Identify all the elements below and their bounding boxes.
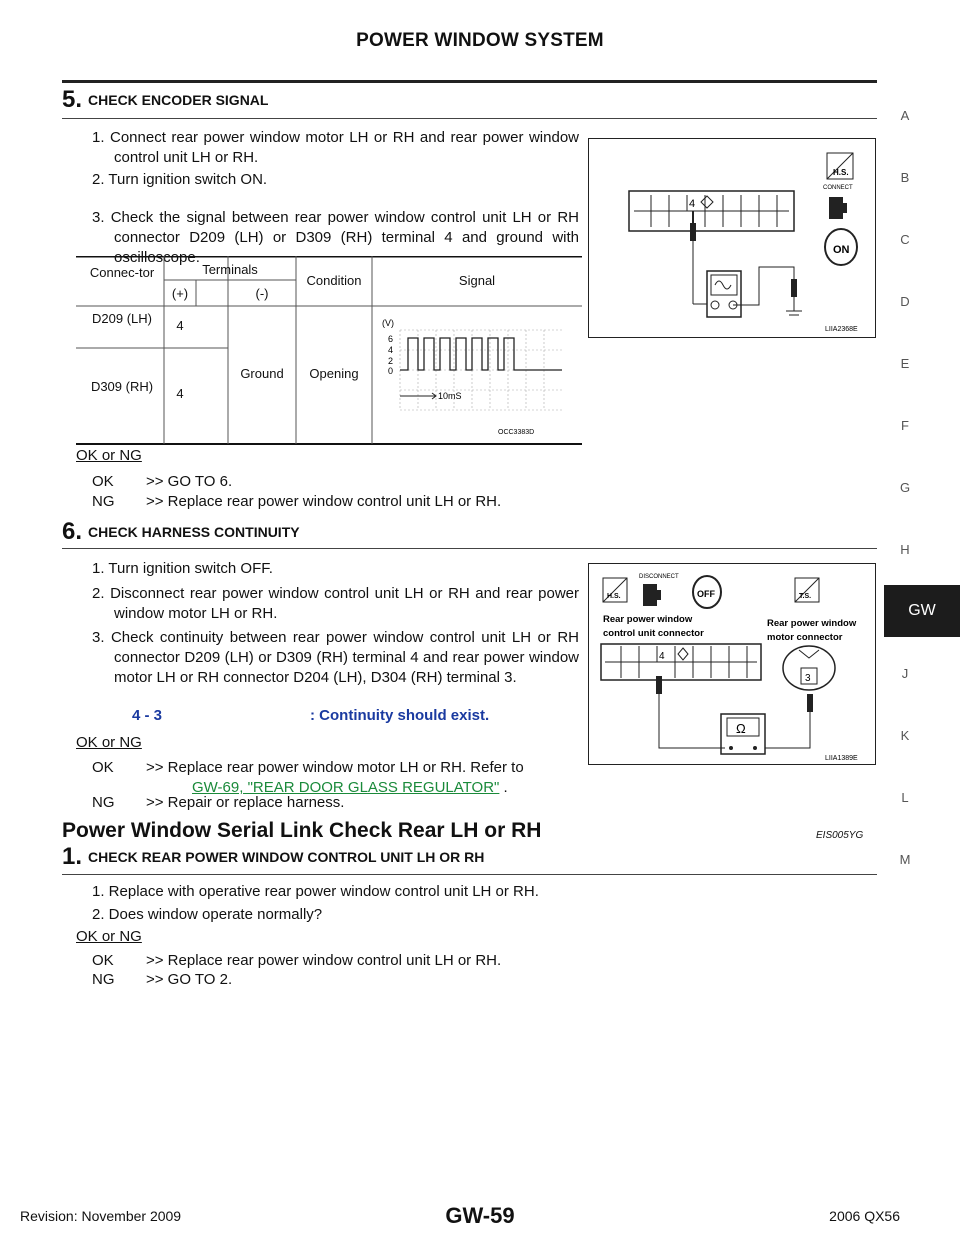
wave-y2: 2: [388, 356, 394, 366]
th-connector: Connec-tor: [89, 265, 155, 280]
side-index-h[interactable]: H: [900, 542, 910, 557]
th-terminals: Terminals: [202, 262, 258, 277]
wave-y6: 6: [388, 334, 394, 344]
step6-result-ok: [92, 758, 582, 798]
step1-rule: [62, 874, 877, 875]
continuity-connection-diagram: [589, 564, 874, 763]
fig6-ts: T.S.: [799, 593, 812, 600]
fig5-hs: H.S.: [833, 168, 849, 177]
step1-ng-value: >> GO TO 2.: [146, 971, 233, 988]
footer-model: 2006 QX56: [829, 1208, 900, 1224]
page-title: POWER WINDOW SYSTEM: [356, 30, 604, 51]
section-code: EIS005YG: [816, 830, 864, 841]
side-index-b[interactable]: B: [900, 170, 910, 185]
step1-result-ng: [92, 970, 692, 990]
fig5-pin-4: 4: [689, 198, 696, 210]
side-index-d[interactable]: D: [900, 294, 910, 309]
step5-item-2: 2. Turn ignition switch ON.: [92, 171, 268, 188]
step1-item-2: 2. Does window operate normally?: [92, 906, 323, 923]
th-condition: Condition: [306, 273, 362, 288]
fig6-pin-left: 4: [659, 651, 665, 662]
step1-ng-key: NG: [92, 971, 115, 988]
step1-ok-value: >> Replace rear power window control unit LH or RH.: [146, 952, 502, 969]
step1-okng-label: OK or NG: [76, 928, 142, 945]
fig5-code: LIIA2368E: [825, 326, 858, 333]
side-index-e[interactable]: E: [900, 356, 910, 371]
step6-ok-tail: .: [499, 779, 508, 796]
th-signal: Signal: [458, 273, 496, 288]
pulse-waveform: [378, 310, 578, 442]
step5-item-1: 1. Connect rear power window motor LH or RH and rear power window control unit LH or RH.: [92, 129, 579, 166]
wave-time: 10mS: [438, 391, 462, 401]
footer-page-number: GW-59: [445, 1203, 515, 1228]
wave-v: (V): [382, 318, 394, 328]
fig6-off: OFF: [697, 589, 715, 599]
signal-table: [76, 256, 582, 451]
fig5-connect: CONNECT: [823, 185, 853, 191]
oscilloscope-connection-diagram: [589, 139, 874, 336]
td-conn-d209: D209 (LH): [92, 311, 152, 326]
step6-ng-value: >> Repair or replace harness.: [146, 794, 345, 811]
wave-y4: 4: [388, 345, 394, 355]
step1-result-ok: [92, 951, 692, 971]
step5-rule: [62, 118, 877, 119]
step6-title: CHECK HARNESS CONTINUITY: [88, 524, 300, 540]
fig6-ohm: Ω: [736, 721, 746, 736]
side-index-j[interactable]: J: [901, 666, 909, 681]
step5-ok-key: OK: [92, 473, 114, 490]
step5-item-3: 3. Check the signal between rear power window control unit LH or RH connector D209 (LH) or D309 (RH) terminal 4 and ground with oscilloscope.: [92, 209, 579, 266]
fig6-code: LIIA1389E: [825, 755, 858, 762]
step5-result-ng: [92, 492, 592, 512]
section-title: Power Window Serial Link Check Rear LH or RH: [62, 819, 542, 842]
step5-result-ok: [92, 472, 592, 492]
header-rule: [62, 80, 877, 83]
fig6-pin-right: 3: [805, 673, 811, 684]
step6-ok-key: OK: [92, 759, 114, 776]
fig6-label-right-2: motor connector: [767, 632, 843, 643]
step1-title: CHECK REAR POWER WINDOW CONTROL UNIT LH OR RH: [88, 849, 485, 865]
side-index-a[interactable]: A: [900, 108, 910, 123]
td-plus-1: 4: [176, 318, 184, 333]
side-index-g[interactable]: G: [899, 480, 911, 495]
side-index-f[interactable]: F: [901, 418, 909, 433]
side-index-m[interactable]: M: [899, 852, 911, 867]
step6-heading: [62, 518, 300, 546]
step6-item-3: 3. Check continuity between rear power window control unit LH or RH connector D209 (LH) or D309 (RH) terminal 4 and rear power window motor LH or RH connector D204 (LH), D304 (RH) terminal 3.: [92, 629, 579, 686]
step1-heading: [62, 843, 484, 871]
step6-rule: [62, 548, 877, 549]
side-index-l[interactable]: L: [901, 790, 909, 805]
step5-ng-key: NG: [92, 493, 115, 510]
fig6-label-left-1: Rear power window: [603, 614, 693, 625]
side-index-k[interactable]: K: [900, 728, 910, 743]
continuity-text: : Continuity should exist.: [310, 707, 490, 724]
side-index-gw-active[interactable]: GW: [884, 585, 960, 637]
step5-okng-label: OK or NG: [76, 447, 142, 464]
step1-item-1: 1. Replace with operative rear power window control unit LH or RH.: [92, 883, 539, 900]
wave-code: OCC3383D: [498, 429, 535, 436]
step5-number: 5.: [62, 86, 83, 113]
fig6-label-left-2: control unit connector: [603, 628, 704, 639]
td-plus-2: 4: [176, 386, 184, 401]
step6-item-2: 2. Disconnect rear power window control unit LH or RH and rear power window motor LH or RH.: [92, 585, 579, 622]
fig6-disconnect: DISCONNECT: [639, 574, 679, 580]
fig5-on: ON: [833, 244, 850, 256]
step6-figure: [588, 563, 876, 765]
step6-number: 6.: [62, 518, 83, 545]
th-minus: (-): [255, 286, 269, 301]
side-index-c[interactable]: C: [900, 232, 910, 247]
gw69-reference-link[interactable]: GW-69, "REAR DOOR GLASS REGULATOR": [192, 779, 500, 796]
step5-ng-value: >> Replace rear power window control unit LH or RH.: [146, 493, 502, 510]
th-plus: (+): [171, 286, 189, 301]
step6-ng-key: NG: [92, 794, 115, 811]
step6-ok-value: >> Replace rear power window motor LH or RH. Refer to: [146, 759, 524, 776]
td-minus: Ground: [240, 366, 284, 381]
step6-okng-label: OK or NG: [76, 734, 142, 751]
fig6-label-right-1: Rear power window: [767, 618, 857, 629]
fig6-hs: H.S.: [607, 593, 621, 600]
td-condition: Opening: [309, 366, 359, 381]
td-conn-d309: D309 (RH): [90, 379, 154, 394]
step1-ok-key: OK: [92, 952, 114, 969]
footer-revision: Revision: November 2009: [20, 1208, 182, 1224]
step1-number: 1.: [62, 843, 83, 870]
step6-item-1: 1. Turn ignition switch OFF.: [92, 560, 273, 577]
step6-result-ng: [92, 793, 592, 813]
step5-heading: [62, 86, 268, 114]
step5-figure: [588, 138, 876, 338]
continuity-pins: 4 - 3: [132, 707, 163, 724]
wave-y0: 0: [388, 366, 394, 376]
step5-title: CHECK ENCODER SIGNAL: [88, 92, 269, 108]
step5-ok-value: >> GO TO 6.: [146, 473, 233, 490]
